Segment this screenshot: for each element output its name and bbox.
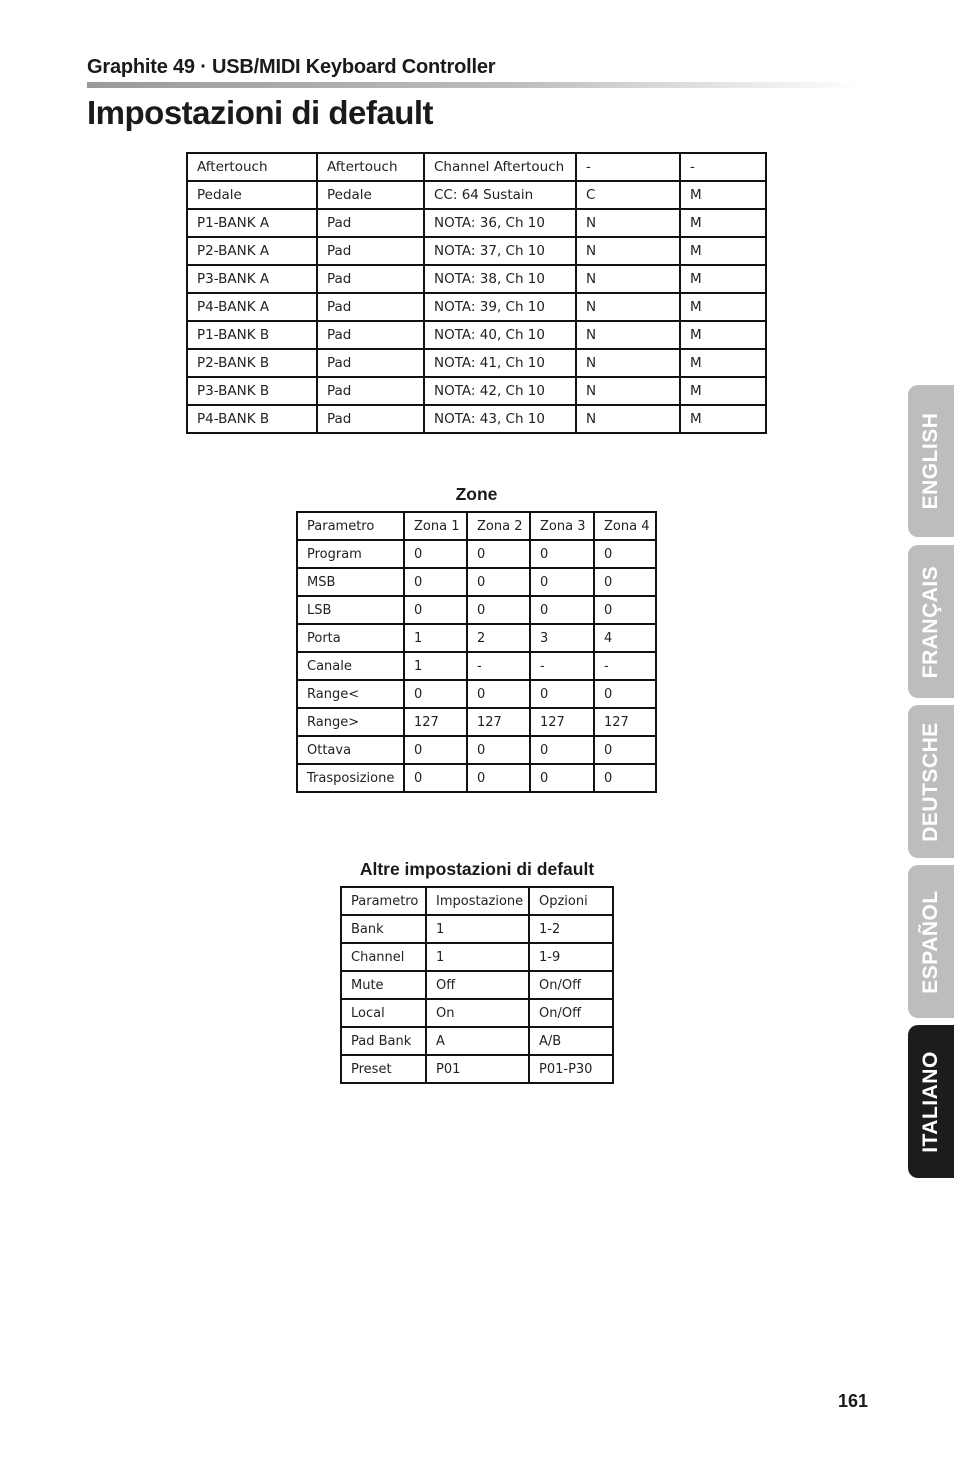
tab-english[interactable] — [908, 385, 954, 537]
table-row — [187, 349, 766, 377]
table-cell: Pad — [317, 377, 424, 405]
table-cell: 0 — [594, 680, 656, 708]
table-cell: N — [576, 349, 680, 377]
table-cell: Local — [341, 999, 426, 1027]
table-cell: 0 — [467, 540, 530, 568]
table-cell: - — [530, 652, 594, 680]
table-cell: 0 — [467, 736, 530, 764]
table-cell: 1 — [404, 624, 467, 652]
table-row — [187, 237, 766, 265]
table-cell: Range> — [297, 708, 404, 736]
table-row — [187, 377, 766, 405]
table-cell: P3-BANK A — [187, 265, 317, 293]
table-cell: NOTA: 38, Ch 10 — [424, 265, 576, 293]
table-row — [187, 265, 766, 293]
table-cell: 1 — [426, 915, 529, 943]
header-title: Graphite 49 · USB/MIDI Keyboard Controller — [87, 56, 496, 78]
table-cell: Pad — [317, 265, 424, 293]
table-cell: LSB — [297, 596, 404, 624]
table-cell: P4-BANK A — [187, 293, 317, 321]
table-row — [187, 181, 766, 209]
header-rule — [87, 82, 862, 88]
table-cell: Pad Bank — [341, 1027, 426, 1055]
table-cell: N — [576, 209, 680, 237]
table-cell: NOTA: 41, Ch 10 — [424, 349, 576, 377]
table-cell: P3-BANK B — [187, 377, 317, 405]
table-row — [187, 405, 766, 433]
page-title: Impostazioni di default — [87, 94, 434, 131]
table-cell: NOTA: 40, Ch 10 — [424, 321, 576, 349]
table-row — [297, 540, 656, 568]
table-cell: - — [594, 652, 656, 680]
table-row — [297, 764, 656, 792]
table-row — [341, 1055, 613, 1083]
table-cell: Channel — [341, 943, 426, 971]
table-cell: Zona 2 — [467, 512, 530, 540]
table-cell: 0 — [594, 764, 656, 792]
table-cell: 1-9 — [529, 943, 613, 971]
table-cell: Pad — [317, 209, 424, 237]
table-cell: P2-BANK A — [187, 237, 317, 265]
table-cell: 0 — [530, 680, 594, 708]
table-cell: N — [576, 405, 680, 433]
tab-espanol-label: ESPAÑOL — [919, 889, 942, 994]
table-row — [297, 652, 656, 680]
table-cell: M — [680, 293, 766, 321]
mapping-table — [186, 152, 767, 434]
table-cell: N — [576, 377, 680, 405]
table-cell: Zona 3 — [530, 512, 594, 540]
table-cell: 0 — [530, 736, 594, 764]
zone-table-caption: Zone — [455, 484, 498, 504]
table-cell: N — [576, 237, 680, 265]
tab-english-label: ENGLISH — [919, 412, 942, 510]
table-cell: N — [576, 293, 680, 321]
table-cell: 127 — [404, 708, 467, 736]
table-cell: Zona 1 — [404, 512, 467, 540]
table-cell: Range< — [297, 680, 404, 708]
table-cell: - — [680, 153, 766, 181]
table-cell: P01-P30 — [529, 1055, 613, 1083]
table-row — [187, 153, 766, 181]
tab-deutsche-label: DEUTSCHE — [919, 721, 942, 842]
table-cell: Pad — [317, 321, 424, 349]
table-cell: NOTA: 36, Ch 10 — [424, 209, 576, 237]
other-table-caption: Altre impostazioni di default — [359, 859, 595, 879]
table-cell: 0 — [404, 764, 467, 792]
table-cell: 0 — [404, 680, 467, 708]
table-cell: NOTA: 37, Ch 10 — [424, 237, 576, 265]
table-cell: Aftertouch — [317, 153, 424, 181]
table-cell: 0 — [467, 568, 530, 596]
table-cell: NOTA: 43, Ch 10 — [424, 405, 576, 433]
zone-table — [296, 511, 657, 793]
table-cell: Pad — [317, 405, 424, 433]
other-settings-table — [340, 886, 614, 1084]
table-cell: Ottava — [297, 736, 404, 764]
table-cell: Pad — [317, 349, 424, 377]
table-cell: 3 — [530, 624, 594, 652]
table-cell: 127 — [467, 708, 530, 736]
table-row — [297, 736, 656, 764]
table-cell: M — [680, 265, 766, 293]
table-row — [341, 915, 613, 943]
table-row — [187, 293, 766, 321]
table-cell: 0 — [404, 736, 467, 764]
table-cell: 0 — [530, 596, 594, 624]
table-cell: 1 — [426, 943, 529, 971]
table-cell: 0 — [404, 568, 467, 596]
table-row — [187, 209, 766, 237]
table-cell: Canale — [297, 652, 404, 680]
table-cell: Pad — [317, 293, 424, 321]
table-cell: Mute — [341, 971, 426, 999]
table-row — [297, 624, 656, 652]
table-cell: Off — [426, 971, 529, 999]
table-cell: - — [467, 652, 530, 680]
table-cell: Pedale — [317, 181, 424, 209]
table-cell: P01 — [426, 1055, 529, 1083]
table-cell: 1-2 — [529, 915, 613, 943]
tab-francais[interactable] — [908, 545, 954, 698]
table-row — [341, 1027, 613, 1055]
table-cell: 2 — [467, 624, 530, 652]
tab-italiano-label: ITALIANO — [919, 1050, 942, 1153]
table-cell: P1-BANK A — [187, 209, 317, 237]
table-cell: 4 — [594, 624, 656, 652]
table-cell: Program — [297, 540, 404, 568]
table-cell: 0 — [594, 568, 656, 596]
table-cell: M — [680, 377, 766, 405]
table-cell: 0 — [467, 680, 530, 708]
table-cell: M — [680, 405, 766, 433]
table-cell: Parametro — [297, 512, 404, 540]
table-cell: Aftertouch — [187, 153, 317, 181]
table-cell: 0 — [530, 540, 594, 568]
table-cell: 0 — [594, 540, 656, 568]
table-cell: 0 — [594, 736, 656, 764]
table-cell: On — [426, 999, 529, 1027]
table-header-row — [297, 512, 656, 540]
table-cell: N — [576, 321, 680, 349]
table-cell: 0 — [467, 764, 530, 792]
table-cell: 0 — [467, 596, 530, 624]
tab-italiano[interactable] — [908, 1025, 954, 1178]
tab-deutsche[interactable] — [908, 705, 954, 858]
table-cell: Trasposizione — [297, 764, 404, 792]
table-cell: Opzioni — [529, 887, 613, 915]
table-cell: P4-BANK B — [187, 405, 317, 433]
table-cell: On/Off — [529, 999, 613, 1027]
table-cell: M — [680, 181, 766, 209]
table-cell: M — [680, 349, 766, 377]
table-row — [297, 708, 656, 736]
tab-francais-label: FRANÇAIS — [919, 565, 942, 678]
table-cell: 0 — [404, 596, 467, 624]
table-cell: 0 — [530, 568, 594, 596]
table-cell: Impostazione — [426, 887, 529, 915]
table-cell: MSB — [297, 568, 404, 596]
table-cell: Bank — [341, 915, 426, 943]
table-cell: 0 — [594, 596, 656, 624]
table-row — [297, 680, 656, 708]
tab-espanol[interactable] — [908, 865, 954, 1018]
table-row — [341, 971, 613, 999]
table-row — [341, 943, 613, 971]
table-cell: P2-BANK B — [187, 349, 317, 377]
table-cell: Zona 4 — [594, 512, 656, 540]
table-cell: 1 — [404, 652, 467, 680]
table-cell: A — [426, 1027, 529, 1055]
table-cell: M — [680, 237, 766, 265]
table-cell: P1-BANK B — [187, 321, 317, 349]
table-row — [187, 321, 766, 349]
table-cell: A/B — [529, 1027, 613, 1055]
table-cell: Preset — [341, 1055, 426, 1083]
table-row — [297, 596, 656, 624]
table-cell: Pedale — [187, 181, 317, 209]
table-cell: On/Off — [529, 971, 613, 999]
table-cell: 0 — [530, 764, 594, 792]
table-cell: M — [680, 209, 766, 237]
table-cell: Pad — [317, 237, 424, 265]
table-cell: N — [576, 265, 680, 293]
table-cell: 127 — [530, 708, 594, 736]
table-cell: - — [576, 153, 680, 181]
page-number: 161 — [838, 1391, 869, 1411]
table-cell: NOTA: 42, Ch 10 — [424, 377, 576, 405]
table-cell: Parametro — [341, 887, 426, 915]
table-row — [297, 568, 656, 596]
table-cell: CC: 64 Sustain — [424, 181, 576, 209]
table-cell: 0 — [404, 540, 467, 568]
table-header-row — [341, 887, 613, 915]
table-cell: Porta — [297, 624, 404, 652]
table-cell: C — [576, 181, 680, 209]
table-cell: NOTA: 39, Ch 10 — [424, 293, 576, 321]
table-cell: M — [680, 321, 766, 349]
table-cell: 127 — [594, 708, 656, 736]
table-row — [341, 999, 613, 1027]
table-cell: Channel Aftertouch — [424, 153, 576, 181]
